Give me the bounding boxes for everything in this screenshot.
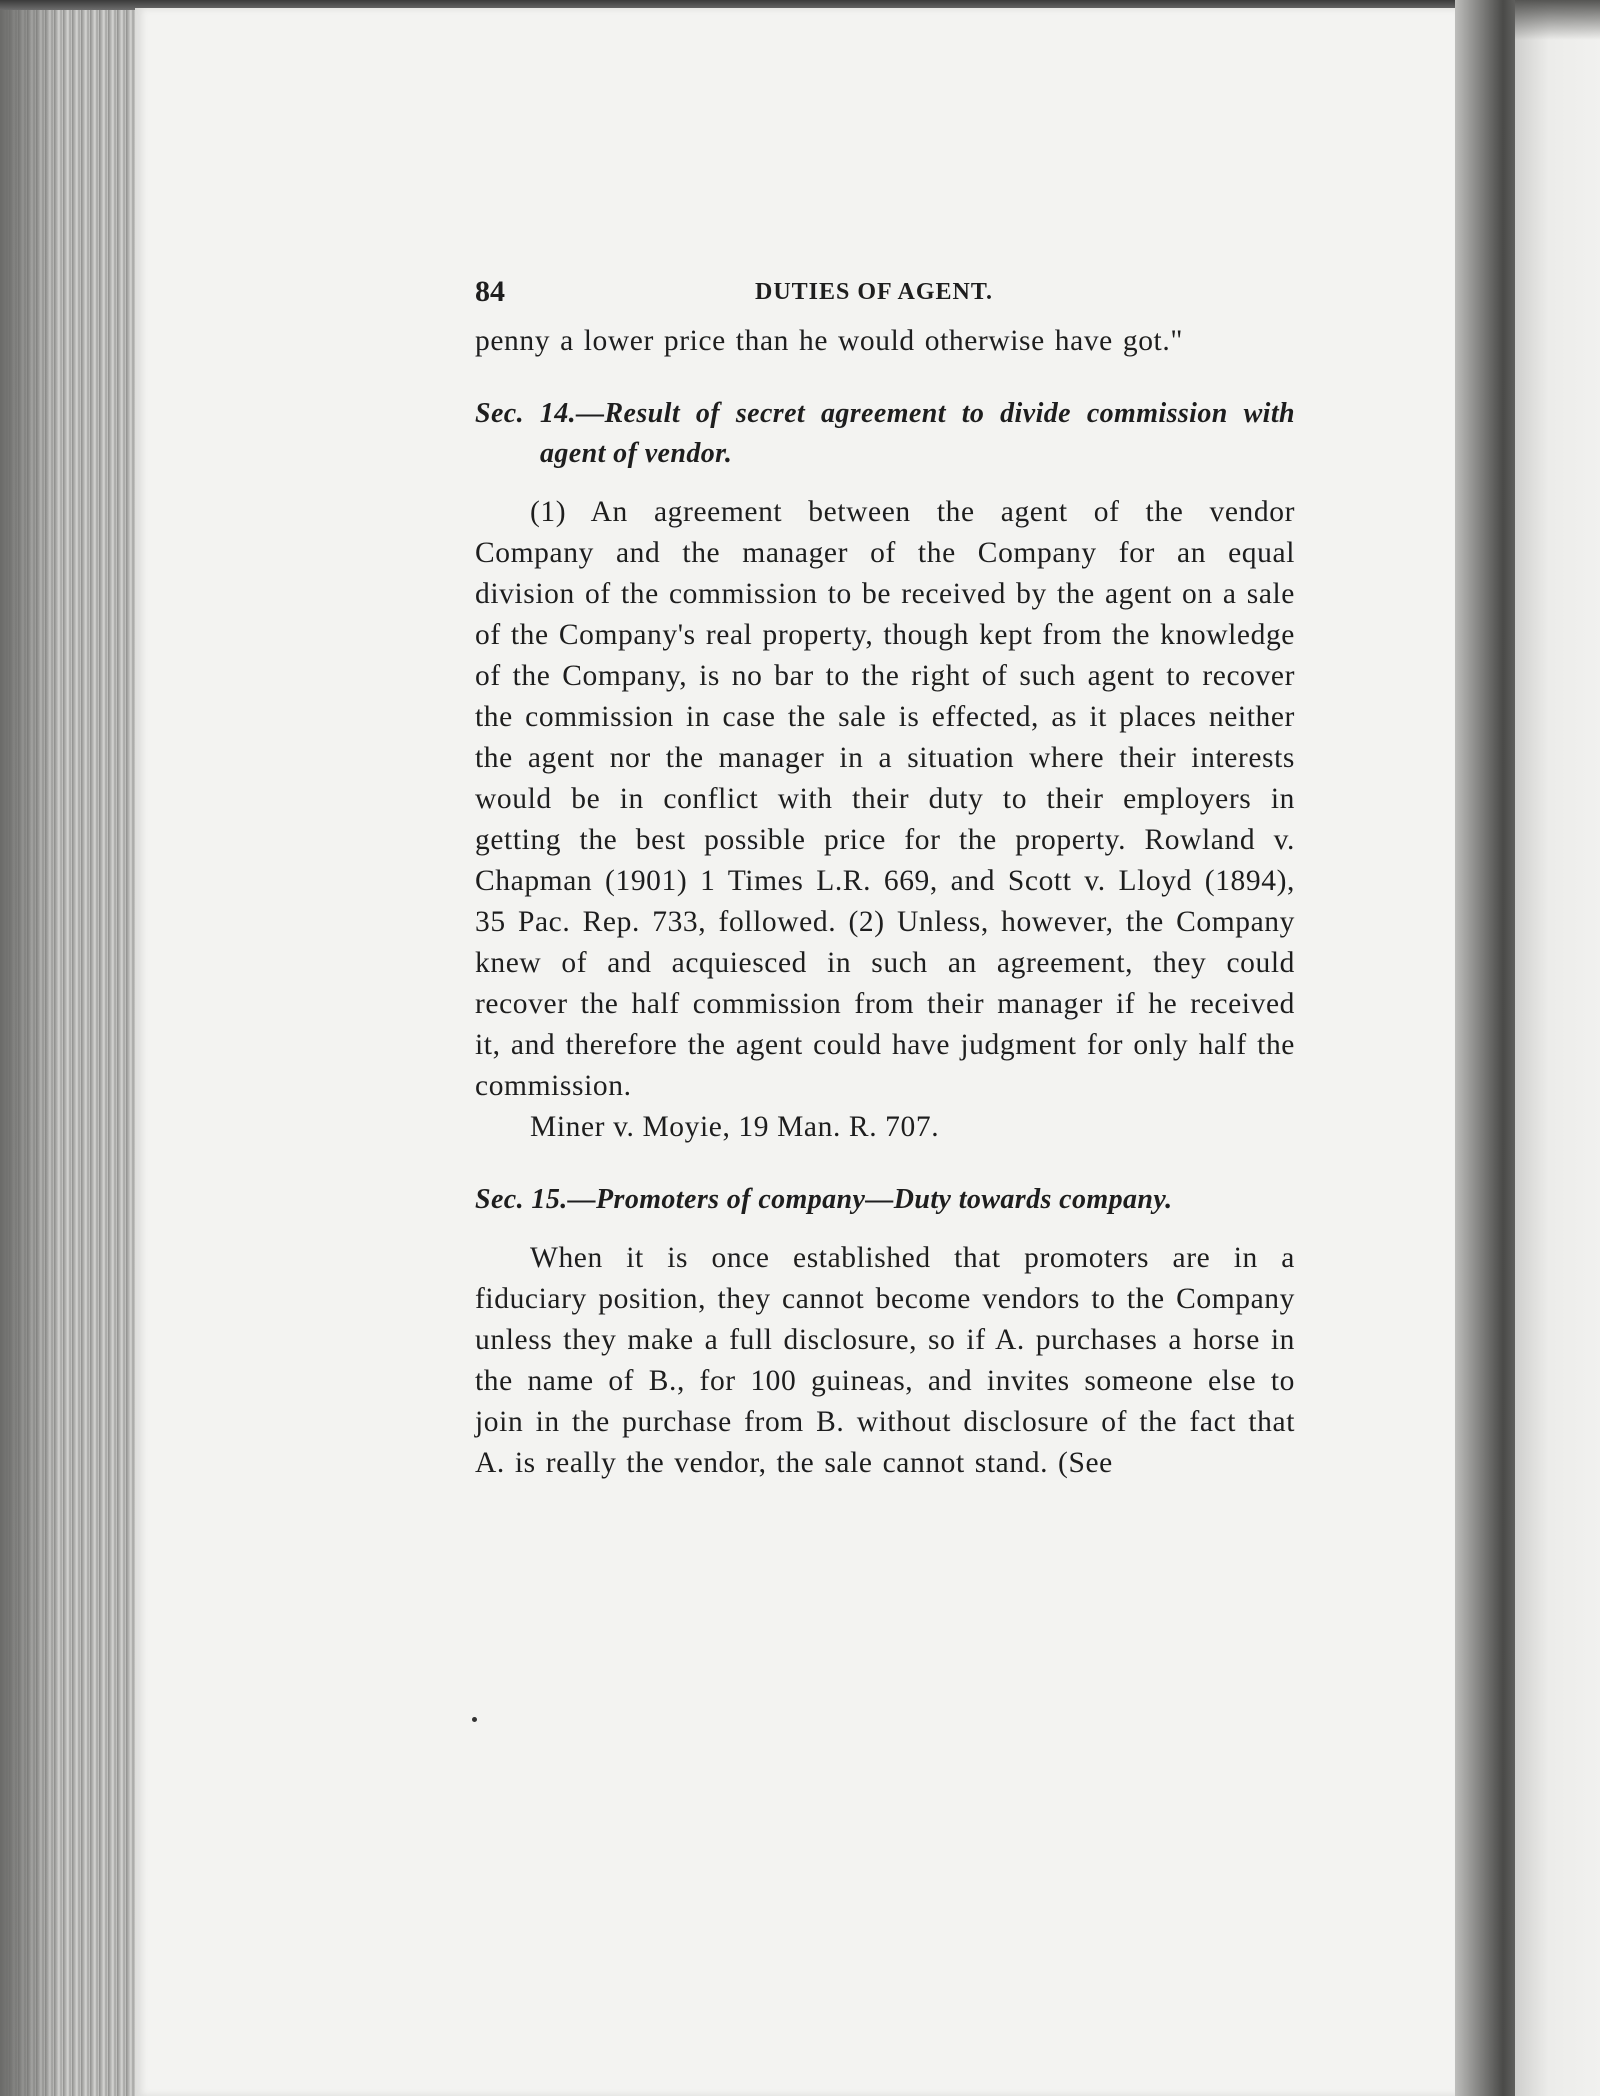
section-14-heading: Sec. 14.—Result of secret agreement to divide commission with agent of vendor. xyxy=(475,398,1295,469)
section-15-paragraph: When it is once established that promoters are in a fiduciary position, they cannot become vendors to the Company unless they make a full disclosure, so if A. purchases a horse in the name of B., for 100 guineas, and invites someone else to join in the purchase from B. without disclosure of the fact that A. is really the vendor, the sale cannot stand. (See xyxy=(475,1242,1295,1479)
book-gutter-shadow xyxy=(1455,0,1515,2096)
section-14-citation: Miner v. Moyie, 19 Man. R. 707. xyxy=(530,1111,940,1143)
running-head xyxy=(475,275,1295,315)
section-14-paragraph: (1) An agreement between the agent of the vendor Company and the manager of the Company for an equal division of the commission to be received by the agent on a sale of the Company's real property, though kept from the knowledge of the Company, is no bar to the right of such agent to recover the commission in case the sale is effected, as it places neither the agent nor the manager in a situation where their interests would be in conflict with their duty to their employers in getting the best possible price for the property. Rowland v. Chapman (1901) 1 Times L.R. 669, and Scott v. Lloyd (1894), 35 Pac. Rep. 733, followed. (2) Unless, however, the Company knew of and acquiesced in such an agreement, they could recover the half commission from their manager if he received it, and therefore the agent could have judgment for only half the commission. xyxy=(475,496,1295,1102)
page-text-block xyxy=(475,275,1295,1484)
section-15-heading: Sec. 15.—Promoters of company—Duty towards company. xyxy=(475,1184,1173,1215)
running-head-title: DUTIES OF AGENT. xyxy=(755,279,994,305)
page-number: 84 xyxy=(475,275,505,308)
ink-speck xyxy=(472,1717,477,1722)
facing-page-edge xyxy=(1515,0,1600,2096)
facing-page-top-shadow xyxy=(1515,0,1600,40)
continued-paragraph: penny a lower price than he would otherwise have got." xyxy=(475,325,1183,357)
page-block-shadow xyxy=(0,0,60,2096)
